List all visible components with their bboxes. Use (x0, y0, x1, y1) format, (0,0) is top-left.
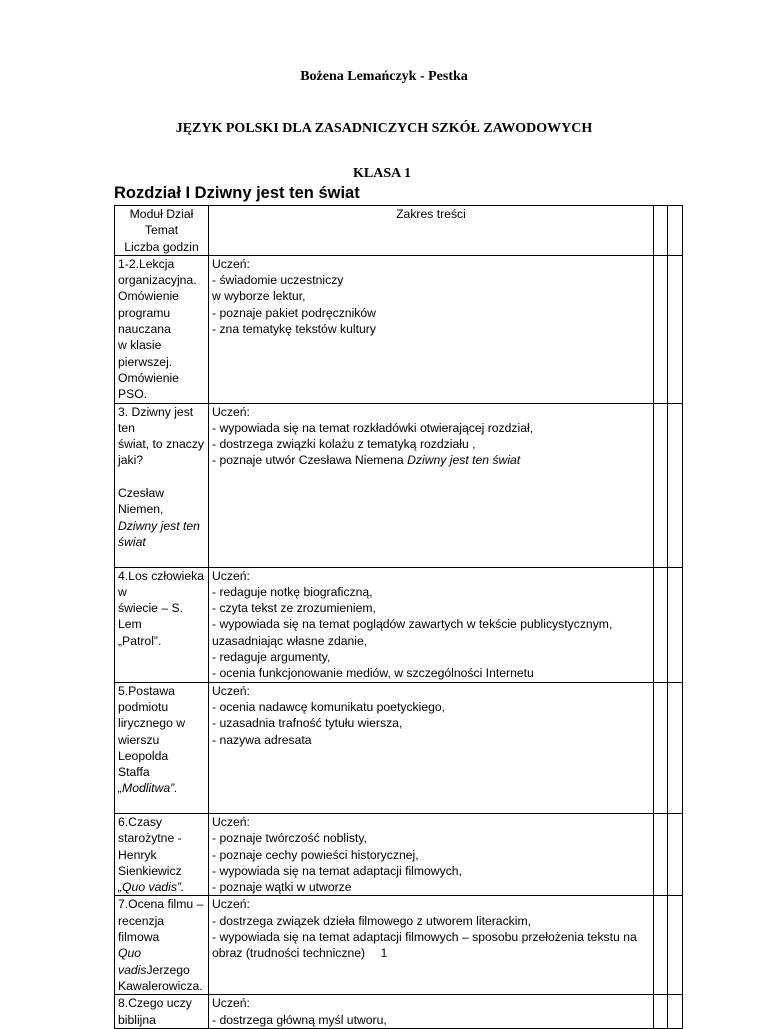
content-cell (209, 682, 654, 813)
content-header-cell (209, 206, 654, 256)
empty-cell (668, 255, 683, 403)
content-line: - poznaje wątki w utworze (212, 880, 352, 895)
topic-line: 8.Czego uczy (118, 996, 192, 1011)
topic-header-line: Moduł Dział (129, 207, 194, 221)
content-line: - poznaje pakiet podręczników (212, 305, 376, 320)
topic-line: 4.Los człowieka w (118, 568, 205, 599)
content-line: - nazywa adresata (212, 732, 312, 747)
content-line: - wypowiada się na temat adaptacji filmowych, (212, 863, 462, 878)
content-cell (209, 813, 654, 895)
topic-cell (115, 682, 209, 813)
content-cell (209, 567, 654, 682)
topic-line: świecie – S. Lem (118, 601, 184, 632)
empty-cell (668, 403, 683, 567)
content-line: - ocenia nadawcę komunikatu poetyckiego, (212, 699, 446, 714)
content-line: Uczeń: (212, 897, 250, 912)
topic-line: „Patrol”. (118, 633, 162, 648)
content-line: - dostrzega główną myśl utworu, (212, 1012, 387, 1027)
content-line: - poznaje twórczość noblisty, (212, 831, 367, 846)
topic-line: 6.Czasy starożytne - (118, 814, 182, 846)
topic-cell (115, 813, 209, 895)
topic-line: Czesław Niemen, (118, 486, 165, 517)
content-line: - redaguje argumenty, (212, 650, 331, 665)
empty-cell (654, 813, 668, 895)
content-line: - zna tematykę tekstów kultury (212, 322, 376, 337)
content-line: - wypowiada się na temat adaptacji filmowych – sposobu przełożenia tekstu na (212, 930, 637, 945)
empty-cell (668, 682, 683, 813)
topic-text-italic: Quo vadis (118, 946, 147, 977)
topic-line: programu nauczana (118, 305, 171, 337)
content-line: - dostrzega związek dzieła filmowego z utworem literackim, (212, 913, 532, 928)
topic-line: Kawalerowicza. (118, 978, 203, 993)
topic-line: w klasie pierwszej. (118, 338, 173, 369)
empty-cell (668, 567, 683, 682)
topic-header-line: Temat (144, 223, 179, 238)
table-row (115, 403, 683, 567)
table-row (115, 682, 683, 813)
topic-header-line: Liczba godzin (124, 239, 199, 254)
content-line: - świadomie uczestniczy (212, 273, 344, 288)
class-label: KLASA 1 (353, 166, 411, 181)
empty-cell (668, 206, 683, 256)
empty-cell (668, 995, 683, 1029)
content-header-label: Zakres treści (396, 207, 466, 221)
content-line (212, 452, 650, 468)
content-line: - poznaje cechy powieści historycznej, (212, 847, 419, 862)
topic-line: wierszu Leopolda (118, 732, 169, 763)
chapter-title: Rozdział I Dziwny jest ten świat (114, 184, 360, 202)
topic-line: Omówienie PSO. (118, 370, 179, 402)
spacer (118, 797, 205, 813)
topic-line: lirycznego w (118, 716, 186, 731)
content-text: - poznaje utwór Czesława Niemena (212, 453, 408, 468)
table-row (115, 567, 683, 682)
content-line: Uczeń: (212, 568, 250, 583)
content-line: Uczeń: (212, 814, 250, 829)
topic-line: Staffa (118, 765, 150, 780)
content-cell (209, 403, 654, 567)
topic-line: jaki? (118, 453, 144, 468)
content-line: - ocenia funkcjonowanie mediów, w szczególności Internetu (212, 666, 534, 681)
empty-cell (654, 682, 668, 813)
author-name: Bożena Lemańczyk - Pestka (300, 69, 468, 84)
content-line: Uczeń: (212, 256, 250, 271)
topic-line-italic: Dziwny jest ten (118, 518, 200, 533)
content-line: - uzasadnia trafność tytułu wiersza, (212, 716, 403, 731)
content-text-italic: Dziwny jest ten świat (407, 453, 521, 468)
topic-cell (115, 255, 209, 403)
content-line: uzasadniając własne zdanie, (212, 633, 368, 648)
content-cell (209, 995, 654, 1029)
topic-line: 3. Dziwny jest ten (118, 404, 194, 435)
topic-line: 1-2.Lekcja (118, 256, 175, 271)
content-line: - wypowiada się na temat rozkładówki otwierającej rozdział, (212, 420, 534, 435)
empty-cell (668, 813, 683, 895)
content-line: - dostrzega związki kolażu z tematyką rozdziału , (212, 437, 476, 452)
topic-cell (115, 403, 209, 567)
spacer (118, 550, 205, 566)
empty-cell (654, 206, 668, 256)
content-line: obraz (trudności techniczne) (212, 946, 366, 961)
content-line: - wypowiada się na temat poglądów zawartych w tekście publicystycznym, (212, 617, 613, 632)
topic-cell (115, 567, 209, 682)
topic-header-cell (115, 206, 209, 256)
content-cell (209, 255, 654, 403)
empty-cell (654, 995, 668, 1029)
table-header-row (115, 206, 683, 256)
topic-line: biblijna (118, 1012, 156, 1027)
empty-cell (654, 403, 668, 567)
topic-line-italic: „Quo vadis”. (118, 880, 185, 895)
topic-line: organizacyjna. (118, 273, 197, 288)
content-line: w wyborze lektur, (212, 289, 306, 304)
empty-cell (654, 567, 668, 682)
topic-line: 5.Postawa (118, 683, 175, 698)
content-line: - redaguje notkę biograficzną, (212, 584, 373, 599)
page-number: 1 (380, 946, 388, 960)
topic-cell (115, 995, 209, 1029)
topic-line: świat, to znaczy (118, 437, 205, 452)
topic-line: 7.Ocena filmu – (118, 897, 204, 912)
subject-title: JĘZYK POLSKI DLA ZASADNICZYCH SZKÓŁ ZAWODOWYCH (175, 121, 593, 136)
table-row (115, 813, 683, 895)
content-line: - czyta tekst ze zrozumieniem, (212, 601, 376, 616)
syllabus-table (114, 205, 683, 1029)
spacer (118, 469, 205, 485)
table-row (115, 995, 683, 1029)
table-row (115, 255, 683, 403)
topic-text: Jerzego (146, 962, 190, 977)
content-line: Uczeń: (212, 404, 250, 419)
topic-line: Omówienie (118, 289, 179, 304)
topic-line: podmiotu (118, 699, 169, 714)
topic-line: Henryk Sienkiewicz (118, 847, 182, 878)
content-line: Uczeń: (212, 996, 250, 1011)
content-line: Uczeń: (212, 683, 250, 698)
topic-line: recenzja filmowa (118, 913, 165, 945)
topic-line-italic: świat (118, 534, 146, 549)
topic-line-italic: „Modlitwa”. (118, 781, 178, 796)
empty-cell (654, 255, 668, 403)
